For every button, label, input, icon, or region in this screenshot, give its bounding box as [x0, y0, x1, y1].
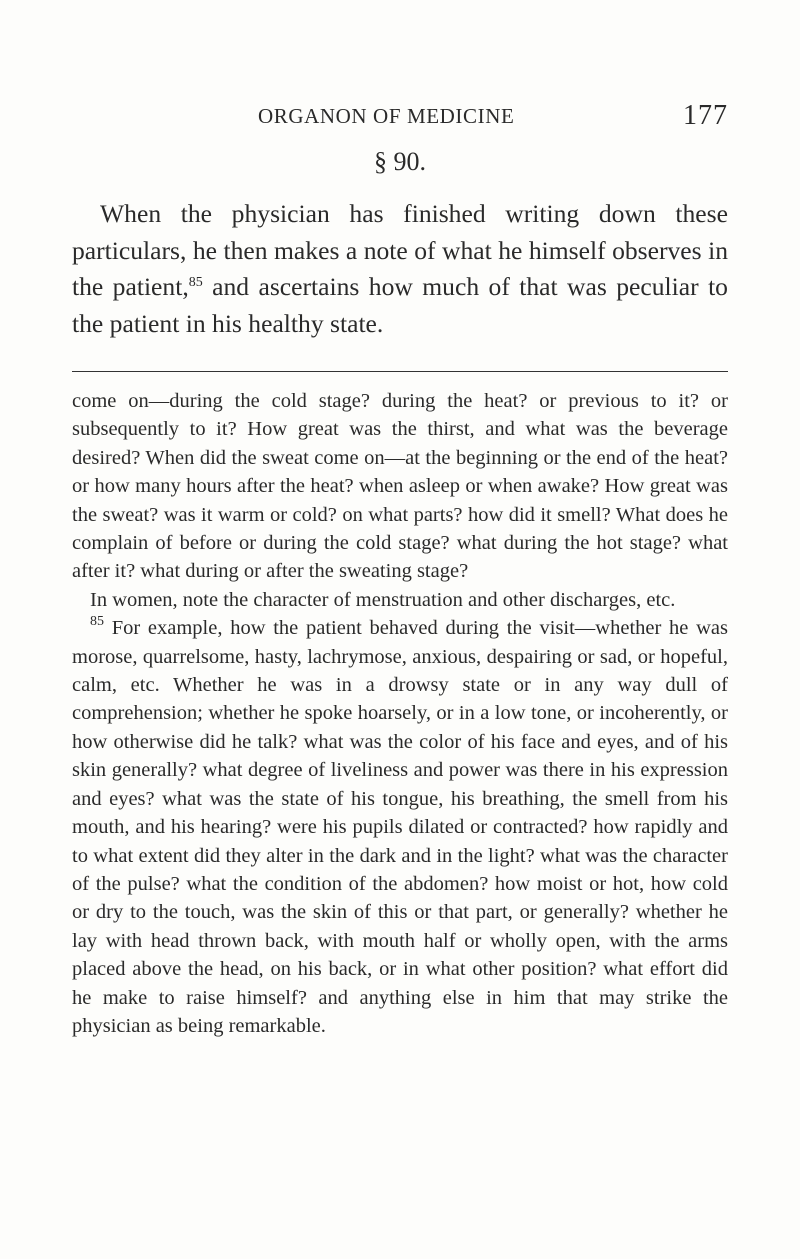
main-text-part1: When the physician has finished writing down these particulars, he then makes a note of what he himself observes in the patient,: [72, 199, 728, 301]
footnote-continuation: come on—during the cold stage? during the heat? or previous to it? or subsequently to it? How great was the thirst, and what was the beverage desired? When did the sweat come on—at the beginning or the end of the heat? or how many hours after the heat? when asleep or when awake? How great was the sweat? was it warm or cold? on what parts? how did it smell? What does he complain of before or during the cold stage? what during the hot stage? what after it? what during or after the sweating stage?: [72, 390, 728, 583]
footnote-85-marker: 85: [90, 614, 104, 630]
running-header: [258, 100, 728, 131]
page-number: 177: [683, 100, 728, 131]
footnote-85-text: For example, how the patient behaved during the visit—whether he was morose, quarrelsome, hasty, lachrymose, anxious, despairing or sad, or hopeful, calm, etc. Whether he was in a drowsy state or in any way dull of comprehension; whether he spoke hoarsely, or in a low tone, or incoherently, or how otherwise did he talk? what was the color of his face and eyes, and of his skin generally? what degree of liveliness and power was there in his expression and eyes? what was the state of his tongue, his breathing, the smell from his mouth, and his hearing? were his pupils dilated or contracted? how rapidly and to what extent did they alter in the dark and in the light? what was the character of the pulse? what the condition of the abdomen? how moist or hot, how cold or dry to the touch, was the skin of this or that part, or generally? whether he lay with head thrown back, with mouth half or wholly open, with the arms placed above the head, on his back, or in what other position? what effort did he make to raise himself? and anything else in him that may strike the physician as being remarkable.: [72, 617, 728, 1037]
main-text-part2: and ascertains how much of that was peculiar to the patient in his healthy state.: [72, 272, 728, 338]
footnote-women: In women, note the character of menstruation and other discharges, etc.: [90, 588, 676, 611]
footnotes: [72, 387, 728, 1040]
section-heading: § 90.: [374, 147, 426, 176]
main-paragraph: [72, 196, 728, 342]
footnote-divider: [72, 371, 728, 372]
header-title: ORGANON OF MEDICINE: [258, 104, 515, 128]
footnote-reference: 85: [188, 275, 203, 290]
footnote-85: [72, 614, 728, 1040]
